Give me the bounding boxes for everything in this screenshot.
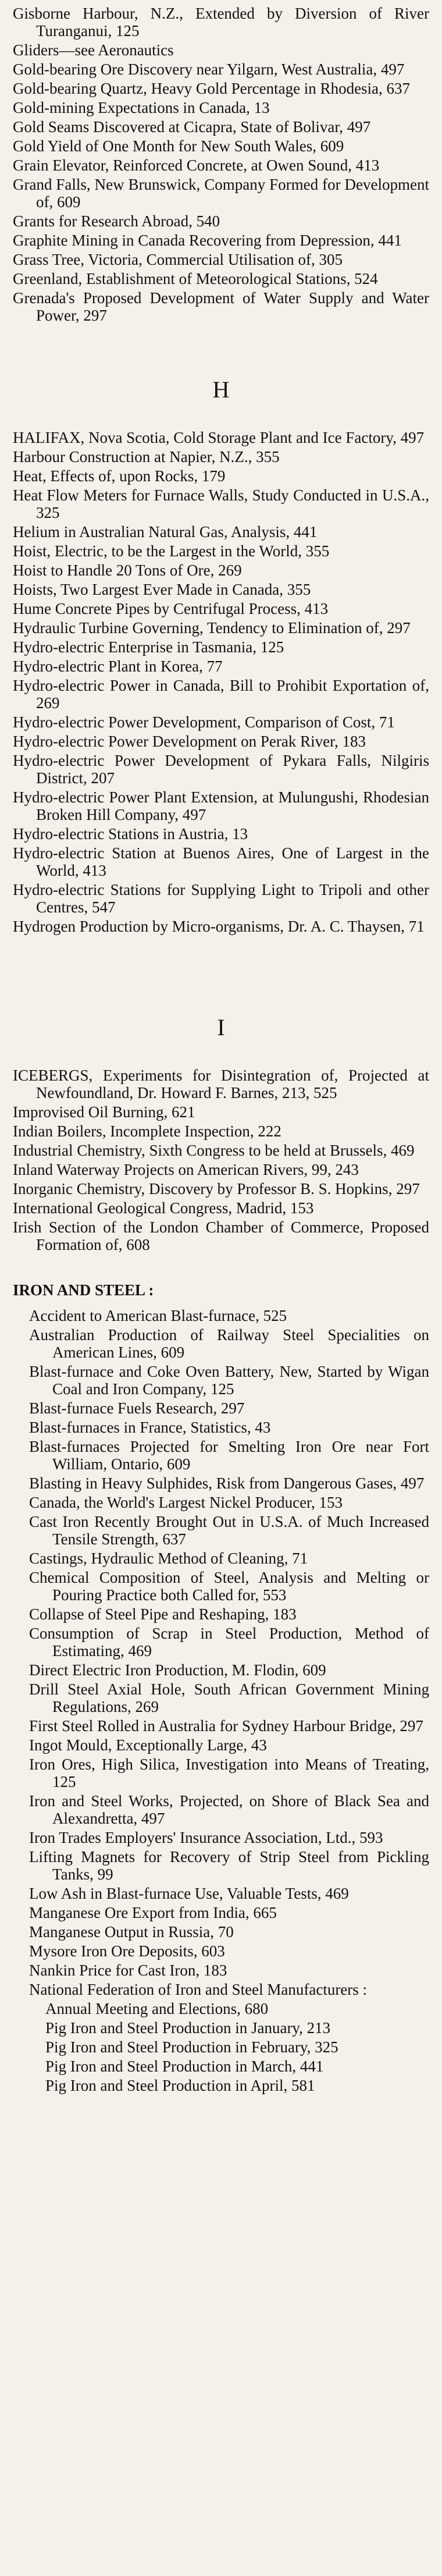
index-entry: Hydro-electric Enterprise in Tasmania, 125 — [13, 638, 284, 656]
i-section — [13, 1067, 429, 1253]
index-entry: Gisborne Harbour, N.Z., Extended by Diversion of River Turanganui, 125 — [13, 5, 429, 40]
subsub-entry: Pig Iron and Steel Production in January, 213 — [45, 2019, 331, 2037]
sub-entry: Manganese Output in Russia, 70 — [29, 1923, 234, 1941]
sub-entry: First Steel Rolled in Australia for Sydney Harbour Bridge, 297 — [29, 1717, 423, 1735]
index-entry: Hydro-electric Power Plant Extension, at Mulungushi, Rhodesian Broken Hill Company, 497 — [13, 788, 429, 823]
sub-entry: Direct Electric Iron Production, M. Flodin, 609 — [29, 1661, 326, 1679]
index-entry: Improvised Oil Burning, 621 — [13, 1103, 195, 1121]
index-entry: Hoist, Electric, to be the Largest in the World, 355 — [13, 542, 330, 560]
sub-entry: Low Ash in Blast-furnace Use, Valuable Tests, 469 — [29, 1885, 349, 1902]
index-entry: Grain Elevator, Reinforced Concrete, at Owen Sound, 413 — [13, 157, 380, 174]
sub-entry: Blast-furnaces Projected for Smelting Iron Ore near Fort William, Ontario, 609 — [29, 1438, 429, 1473]
sub-entry: Blast-furnaces in France, Statistics, 43 — [29, 1419, 271, 1436]
sub-entry: Iron Ores, High Silica, Investigation into Means of Treating, 125 — [29, 1756, 429, 1790]
index-entry: Grand Falls, New Brunswick, Company Formed for Development of, 609 — [13, 176, 429, 211]
index-entry: Gold Seams Discovered at Cicapra, State of Bolivar, 497 — [13, 118, 371, 136]
index-entry: Graphite Mining in Canada Recovering from Depression, 441 — [13, 232, 402, 249]
sub-entry: Consumption of Scrap in Steel Production, Method of Estimating, 469 — [29, 1625, 429, 1660]
index-entry: International Geological Congress, Madrid, 153 — [13, 1199, 314, 1217]
index-entry: Heat Flow Meters for Furnace Walls, Study Conducted in U.S.A., 325 — [13, 486, 429, 521]
index-entry: Hydro-electric Power in Canada, Bill to Prohibit Exportation of, 269 — [13, 677, 429, 712]
subsub-entry: Pig Iron and Steel Production in March, 441 — [45, 2058, 324, 2075]
index-entry: Grants for Research Abroad, 540 — [13, 212, 220, 230]
index-entry: Hydro-electric Stations for Supplying Light to Tripoli and other Centres, 547 — [13, 881, 429, 916]
index-entry: Hydrogen Production by Micro-organisms, Dr. A. C. Thaysen, 71 — [13, 918, 425, 935]
index-entry: Greenland, Establishment of Meteorological Stations, 524 — [13, 270, 378, 287]
index-entry: Inorganic Chemistry, Discovery by Professor B. S. Hopkins, 297 — [13, 1180, 420, 1198]
sub-entry: Ingot Mould, Exceptionally Large, 43 — [29, 1736, 267, 1754]
sub-entry: Lifting Magnets for Recovery of Strip Steel from Pickling Tanks, 99 — [29, 1848, 429, 1883]
index-entry: Gold-bearing Ore Discovery near Yilgarn, West Australia, 497 — [13, 61, 405, 78]
sub-entry: Blast-furnace Fuels Research, 297 — [29, 1399, 245, 1417]
index-entry: Heat, Effects of, upon Rocks, 179 — [13, 467, 226, 485]
index-entry: Hydro-electric Power Development on Perak River, 183 — [13, 733, 366, 750]
sub-entry: Mysore Iron Ore Deposits, 603 — [29, 1942, 225, 1960]
index-entry: Hoist to Handle 20 Tons of Ore, 269 — [13, 562, 242, 579]
index-entry: Gold-mining Expectations in Canada, 13 — [13, 99, 270, 116]
sub-entry: Blast-furnace and Coke Oven Battery, New, Started by Wigan Coal and Iron Company, 125 — [29, 1363, 429, 1398]
index-entry: Industrial Chemistry, Sixth Congress to be held at Brussels, 469 — [13, 1142, 415, 1159]
index-entry: Hydro-electric Station at Buenos Aires, One of Largest in the World, 413 — [13, 844, 429, 879]
index-entry: Hume Concrete Pipes by Centrifugal Process, 413 — [13, 600, 329, 617]
g-section — [13, 5, 429, 324]
iron-steel-heading: IRON AND STEEL : — [13, 1281, 154, 1299]
index-entry: Gliders—see Aeronautics — [13, 41, 174, 59]
section-letter-h: H — [212, 376, 230, 403]
index-entry: Hydro-electric Stations in Austria, 13 — [13, 825, 248, 843]
sub-entry: Iron and Steel Works, Projected, on Shore of Black Sea and Alexandretta, 497 — [29, 1792, 429, 1827]
index-entry: Helium in Australian Natural Gas, Analysis, 441 — [13, 523, 318, 541]
subsub-entry: Pig Iron and Steel Production in February, 325 — [45, 2038, 338, 2056]
subsub-entry: Pig Iron and Steel Production in April, 581 — [45, 2077, 315, 2094]
sub-entry: Nankin Price for Cast Iron, 183 — [29, 1962, 227, 1979]
sub-entry: Drill Steel Axial Hole, South African Government Mining Regulations, 269 — [29, 1680, 429, 1715]
sub-entry: Castings, Hydraulic Method of Cleaning, 71 — [29, 1550, 308, 1567]
index-entry: Hydro-electric Power Development of Pykara Falls, Nilgiris District, 207 — [13, 752, 429, 787]
index-entry: Grenada's Proposed Development of Water Supply and Water Power, 297 — [13, 289, 429, 324]
index-entry: Hydro-electric Plant in Korea, 77 — [13, 658, 223, 675]
index-entry: Harbour Construction at Napier, N.Z., 355 — [13, 448, 280, 466]
sub-entry: Iron Trades Employers' Insurance Association, Ltd., 593 — [29, 1829, 383, 1846]
iron-steel-section — [13, 1307, 429, 1998]
index-entry: Hydraulic Turbine Governing, Tendency to Elimination of, 297 — [13, 619, 411, 637]
national-federation-section — [13, 2000, 429, 2094]
index-entry: Hoists, Two Largest Ever Made in Canada, 355 — [13, 581, 311, 598]
index-entry: Indian Boilers, Incomplete Inspection, 222 — [13, 1122, 281, 1140]
index-entry: Gold Yield of One Month for New South Wales, 609 — [13, 137, 344, 155]
index-entry: HALIFAX, Nova Scotia, Cold Storage Plant and Ice Factory, 497 — [13, 429, 425, 446]
index-entry: Inland Waterway Projects on American Rivers, 99, 243 — [13, 1161, 359, 1178]
sub-entry: National Federation of Iron and Steel Manufacturers : — [29, 1981, 368, 1998]
sub-entry: Chemical Composition of Steel, Analysis and Melting or Pouring Practice both Called for, 553 — [29, 1569, 429, 1604]
subsub-entry: Annual Meeting and Elections, 680 — [45, 2000, 269, 2017]
h-section — [13, 429, 429, 935]
index-entry: Hydro-electric Power Development, Comparison of Cost, 71 — [13, 713, 395, 731]
sub-entry: Manganese Ore Export from India, 665 — [29, 1904, 277, 1921]
index-entry: Grass Tree, Victoria, Commercial Utilisation of, 305 — [13, 251, 343, 268]
index-entry: Gold-bearing Quartz, Heavy Gold Percentage in Rhodesia, 637 — [13, 80, 411, 97]
index-entry: Irish Section of the London Chamber of Commerce, Proposed Formation of, 608 — [13, 1218, 429, 1253]
sub-entry: Blasting in Heavy Sulphides, Risk from Dangerous Gases, 497 — [29, 1474, 425, 1492]
index-entry: ICEBERGS, Experiments for Disintegration of, Projected at Newfoundland, Dr. Howard F. Barnes, 213, 525 — [13, 1067, 429, 1102]
sub-entry: Collapse of Steel Pipe and Reshaping, 183 — [29, 1605, 297, 1623]
section-letter-i: I — [217, 1014, 225, 1040]
sub-entry: Australian Production of Railway Steel Specialities on American Lines, 609 — [29, 1326, 429, 1361]
sub-entry: Accident to American Blast-furnace, 525 — [29, 1307, 287, 1324]
sub-entry: Cast Iron Recently Brought Out in U.S.A. of Much Increased Tensile Strength, 637 — [29, 1513, 429, 1548]
sub-entry: Canada, the World's Largest Nickel Producer, 153 — [29, 1494, 343, 1511]
